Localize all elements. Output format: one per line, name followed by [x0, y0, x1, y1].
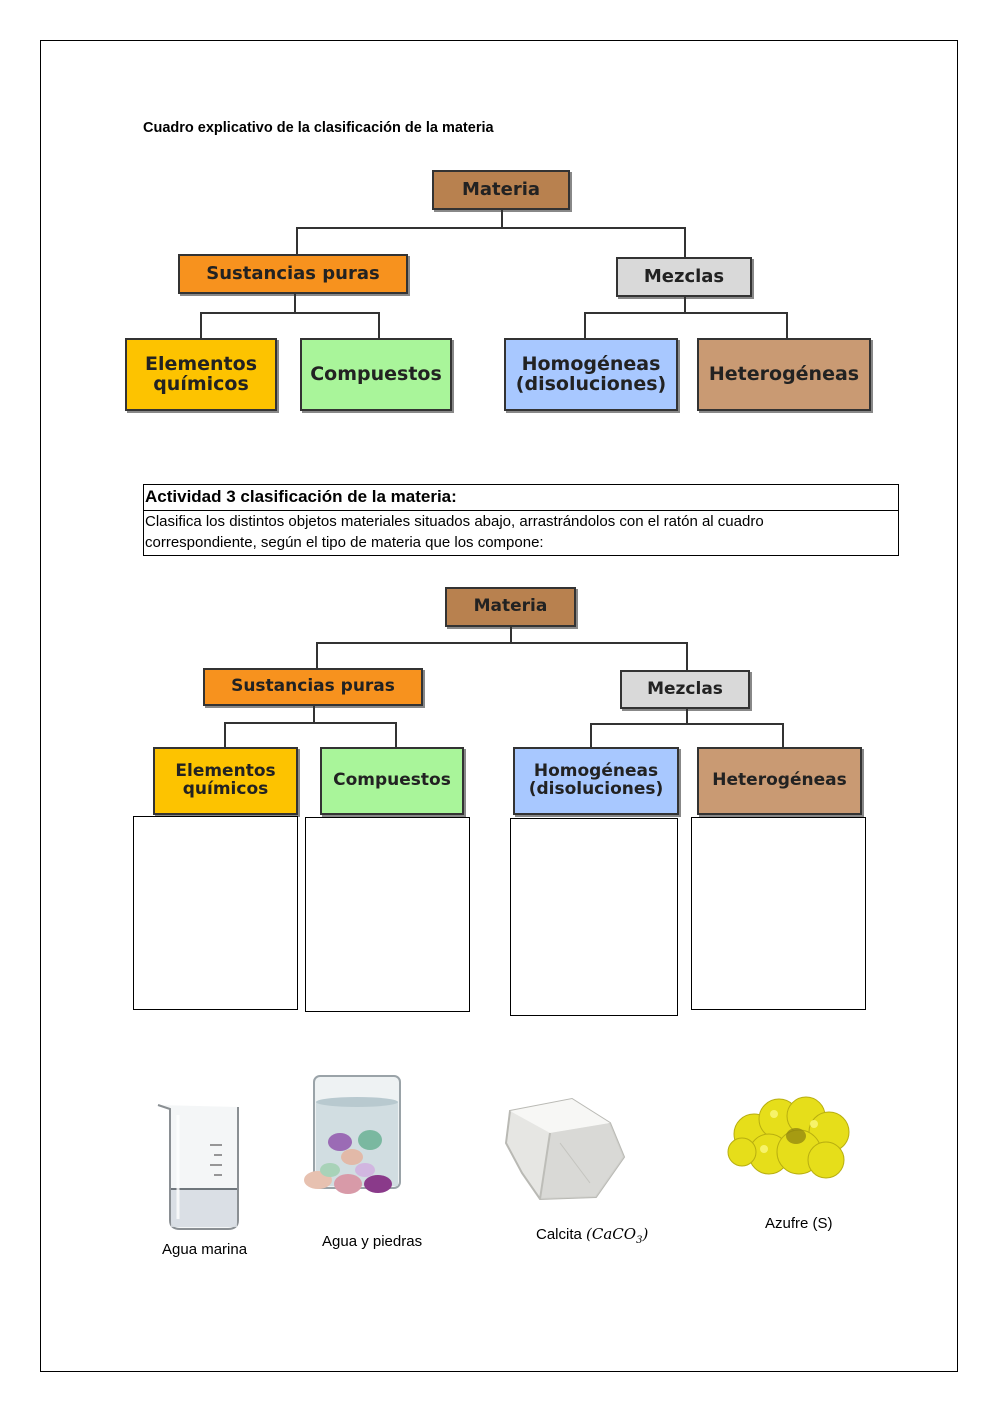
materia-label: Materia: [461, 178, 541, 200]
homogeneas-label-line2: (disoluciones): [515, 372, 667, 395]
elementos-label-line1: Elementos: [175, 761, 276, 782]
heterogeneas-label: Heterogéneas: [708, 362, 860, 385]
elementos-label-line1: Elementos: [144, 352, 258, 375]
calcita-formula-subscript: 3: [636, 1235, 643, 1246]
connector: [686, 709, 688, 724]
connector: [224, 722, 226, 748]
sustancias-puras-label: Sustancias puras: [206, 262, 380, 284]
sustancias-puras-label: Sustancias puras: [231, 676, 395, 697]
activity-description: [144, 511, 898, 553]
connector: [684, 227, 686, 257]
connector: [590, 723, 784, 725]
calcita-label: Calcita: [536, 1226, 582, 1243]
connector: [782, 723, 784, 748]
glass-with-stones-icon: [300, 1072, 410, 1212]
connector: [501, 210, 503, 228]
caption-agua-y-piedras: Agua y piedras: [322, 1233, 423, 1250]
calcita-formula-base: CaCO: [591, 1225, 637, 1243]
connector: [584, 312, 586, 340]
homogeneas-label-line1: Homogéneas: [521, 352, 661, 375]
homogeneas-box: [504, 338, 678, 411]
connector: [395, 722, 397, 748]
connector: [590, 723, 592, 748]
homogeneas-box: [513, 747, 679, 815]
elementos-quimicos-box: [153, 747, 298, 815]
materia-label: Materia: [473, 596, 548, 617]
heterogeneas-box: [697, 338, 871, 411]
mezclas-box: [616, 257, 752, 297]
homogeneas-label-line1: Homogéneas: [533, 761, 659, 782]
mezclas-label: Mezclas: [647, 678, 723, 699]
activity-instructions: [143, 484, 899, 556]
compuestos-box: [300, 338, 452, 411]
compuestos-box: [320, 747, 464, 815]
beaker-icon: [150, 1095, 250, 1235]
drop-zone-compuestos[interactable]: [305, 817, 470, 1012]
connector: [378, 312, 380, 340]
item-agua-y-piedras[interactable]: [300, 1072, 410, 1212]
activity-description-line1: Clasifica los distintos objetos materiales situados abajo, arrastrándolos con el ratón al cuadro: [145, 513, 764, 530]
connector: [686, 642, 688, 671]
connector: [296, 227, 298, 255]
compuestos-label: Compuestos: [333, 770, 451, 791]
drop-zone-elementos[interactable]: [133, 816, 298, 1010]
calcite-crystal-icon: [500, 1093, 630, 1203]
compuestos-label: Compuestos: [310, 362, 442, 385]
sustancias-puras-box: [203, 668, 423, 706]
drop-zone-heterogeneas[interactable]: [691, 817, 866, 1010]
activity-title: Actividad 3 clasificación de la materia:: [144, 485, 898, 511]
page-heading: Cuadro explicativo de la clasificación de la materia: [143, 120, 494, 136]
calcita-formula: (CaCO$_3$): [586, 1225, 649, 1246]
mezclas-label: Mezclas: [643, 265, 725, 287]
item-azufre[interactable]: [724, 1094, 858, 1186]
connector: [296, 227, 686, 229]
connector: [316, 642, 318, 669]
connector: [786, 312, 788, 340]
elementos-quimicos-box: [125, 338, 277, 411]
connector: [584, 312, 788, 314]
connector: [316, 642, 688, 644]
item-agua-marina[interactable]: [150, 1095, 250, 1235]
connector: [224, 722, 397, 724]
elementos-label-line2: químicos: [182, 779, 269, 799]
item-calcita[interactable]: [500, 1093, 630, 1203]
connector: [294, 294, 296, 314]
drop-zone-homogeneas[interactable]: [510, 818, 678, 1016]
connector: [200, 312, 380, 314]
sustancias-puras-box: [178, 254, 408, 294]
mezclas-box: [620, 670, 750, 709]
caption-calcita: [536, 1225, 648, 1246]
activity-description-line2: correspondiente, según el tipo de materia que los compone:: [145, 534, 544, 551]
heterogeneas-label: Heterogéneas: [712, 770, 847, 791]
homogeneas-label-line2: (disoluciones): [528, 779, 664, 799]
materia-box: [445, 587, 576, 627]
connector: [200, 312, 202, 340]
sulfur-crystal-icon: [724, 1094, 858, 1186]
materia-box: [432, 170, 570, 210]
elementos-label-line2: químicos: [153, 372, 249, 395]
connector: [313, 706, 315, 723]
caption-azufre: Azufre (S): [765, 1215, 833, 1232]
connector: [510, 627, 512, 643]
heterogeneas-box: [697, 747, 862, 815]
caption-agua-marina: Agua marina: [162, 1241, 248, 1258]
